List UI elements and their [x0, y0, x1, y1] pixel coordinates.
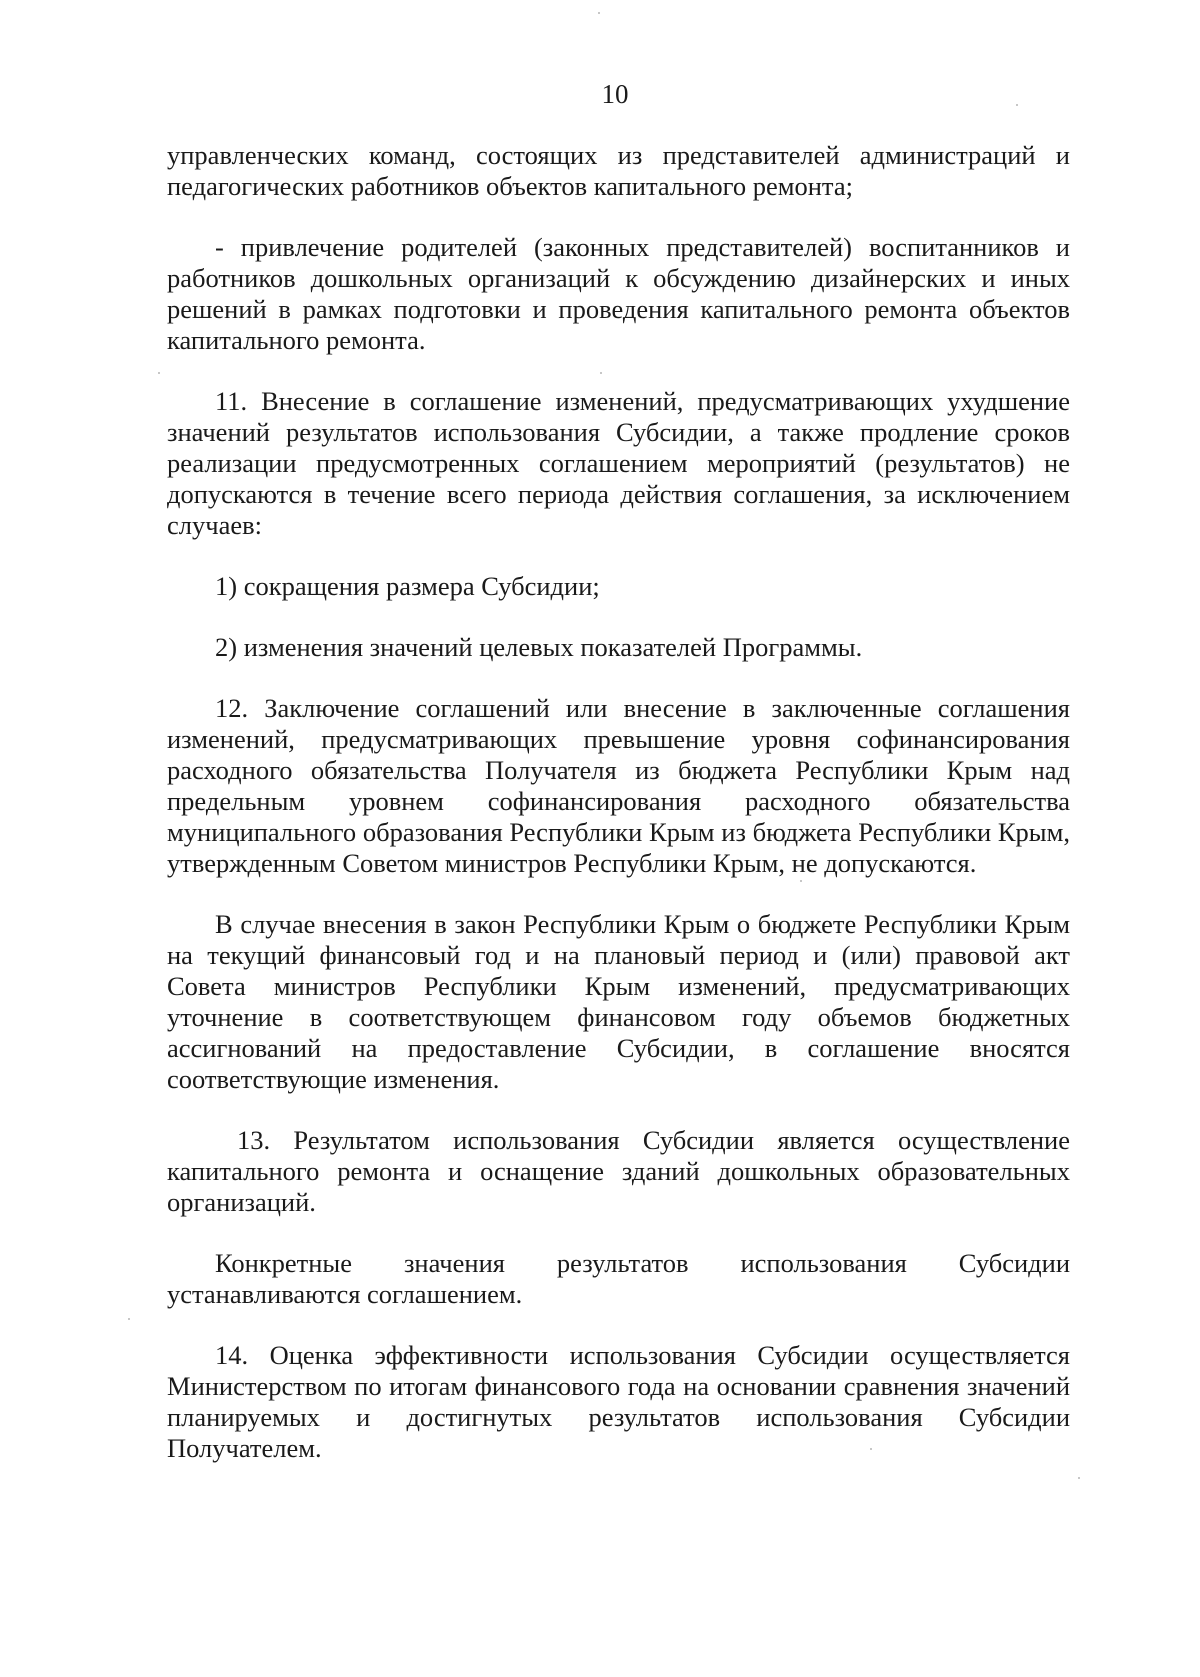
- paragraph-clause-11-item-2: 2) изменения значений целевых показателей Программы.: [215, 632, 863, 662]
- scan-speck: [1016, 104, 1018, 106]
- paragraph-budget-amendment: В случае внесения в закон Республики Крым о бюджете Республики Крым на текущий финансовый год и на плановый период и (или) правовой акт Совета министров Республики Крым изменений, предусматривающих уточнение в соответствующем финансовом году объемов бюджетных ассигнований на предоставление Субсидии, в соглашение вносятся соответствующие изменения.: [167, 909, 1070, 1094]
- scan-speck: [870, 1448, 872, 1450]
- scan-speck: [1078, 1477, 1080, 1479]
- paragraph-clause-12: 12. Заключение соглашений или внесение в заключенные соглашения изменений, предусматривающих превышение уровня софинансирования расходного обязательства Получателя из бюджета Республики Крым над предельным уровнем софинансирования расходного обязательства муниципального образования Республики Крым из бюджета Республики Крым, утвержденным Советом министров Республики Крым, не допускаются.: [167, 693, 1070, 878]
- page-number: 10: [601, 79, 629, 109]
- scan-speck: [598, 12, 600, 14]
- paragraph-clause-11-item-1: 1) сокращения размера Субсидии;: [215, 571, 600, 601]
- paragraph-specific-values: Конкретные значения результатов использования Субсидии устанавливаются соглашением.: [167, 1248, 1070, 1309]
- document-body: [167, 140, 1070, 1494]
- paragraph-clause-13: 13. Результатом использования Субсидии является осуществление капитального ремонта и оснащение зданий дошкольных образовательных организаций.: [167, 1125, 1070, 1217]
- scan-speck: [800, 880, 802, 882]
- paragraph-clause-14: 14. Оценка эффективности использования Субсидии осуществляется Министерством по итогам финансового года на основании сравнения значений планируемых и достигнутых результатов использования Субсидии Получателем.: [167, 1340, 1070, 1463]
- paragraph-clause-11: 11. Внесение в соглашение изменений, предусматривающих ухудшение значений результатов использования Субсидии, а также продление сроков реализации предусмотренных соглашением мероприятий (результатов) не допускаются в течение всего периода действия соглашения, за исключением случаев:: [167, 386, 1070, 540]
- paragraph-parents-involvement: - привлечение родителей (законных представителей) воспитанников и работников дошкольных организаций к обсуждению дизайнерских и иных решений в рамках подготовки и проведения капитального ремонта объектов капитального ремонта.: [167, 232, 1070, 355]
- paragraph-continuation: управленческих команд, состоящих из представителей администраций и педагогических работников объектов капитального ремонта;: [167, 140, 1070, 201]
- scan-speck: [128, 1318, 130, 1320]
- scan-speck: [600, 372, 602, 374]
- scan-speck: [158, 372, 160, 374]
